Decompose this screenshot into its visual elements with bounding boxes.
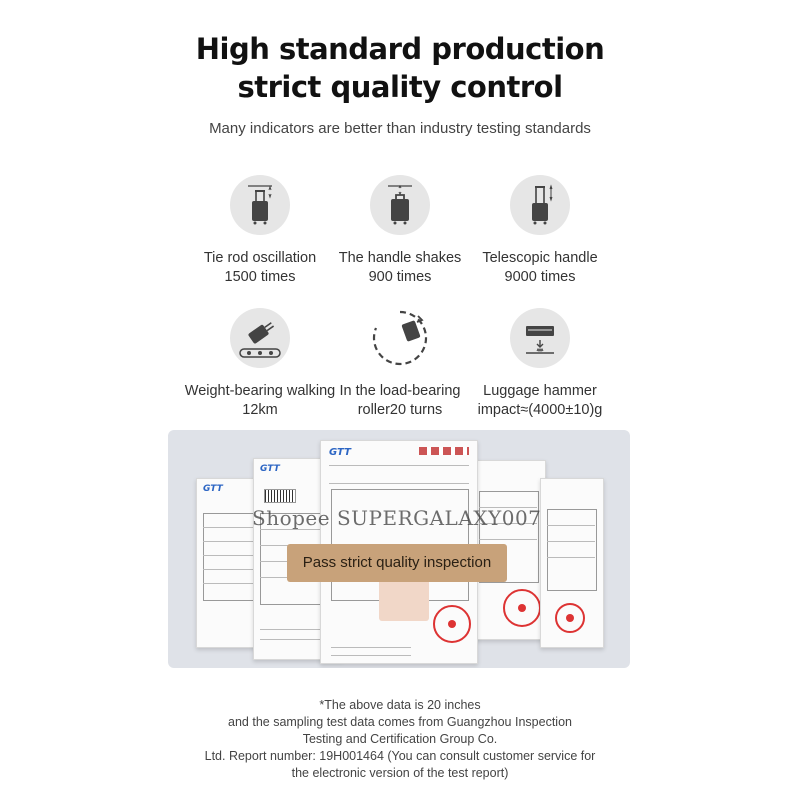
gtt-logo: GTT	[203, 484, 223, 494]
inspection-banner: Pass strict quality inspection	[287, 544, 507, 582]
suitcase-rod-icon	[230, 175, 290, 235]
red-seal-stamp	[555, 603, 585, 633]
gtt-logo: GTT	[260, 464, 280, 474]
report-document-far-right	[540, 478, 604, 648]
feature-label: Tie rod oscillation 1500 times	[203, 250, 317, 285]
footer-note: *The above data is 20 inches and the sampling test data comes from Guangzhou Inspection Testing and Certification Group Co. Ltd. Report number: 19H001464 (You can consult customer service for the electronic version of the test report)	[204, 698, 596, 780]
feature-label: Telescopic handle 9000 times	[482, 250, 598, 285]
red-seal-stamp	[433, 605, 471, 643]
hammer-impact-icon	[510, 308, 570, 368]
page-title	[0, 30, 800, 106]
gtt-logo: GTT	[329, 447, 351, 458]
feature-label: In the load-bearing roller20 turns	[339, 383, 461, 418]
walking-suitcase-icon	[230, 308, 290, 368]
title-line-2: strict quality control	[237, 70, 563, 104]
rotating-roller-icon	[370, 308, 430, 368]
feature-label: The handle shakes 900 times	[338, 250, 462, 285]
page-subtitle: Many indicators are better than industry testing standards	[209, 120, 591, 137]
feature-label: Weight-bearing walking 12km	[184, 383, 336, 418]
shopee-watermark: Shopee SUPERGALAXY007	[252, 506, 542, 530]
feature-label: Luggage hammer impact≈(4000±10)g	[477, 383, 603, 418]
suitcase-handle-icon	[370, 175, 430, 235]
feature-hammer-impact	[455, 308, 625, 420]
title-line-1: High standard production	[195, 32, 605, 66]
telescopic-handle-icon	[510, 175, 570, 235]
red-seal-stamp	[503, 589, 541, 627]
feature-telescopic-handle	[455, 175, 625, 287]
